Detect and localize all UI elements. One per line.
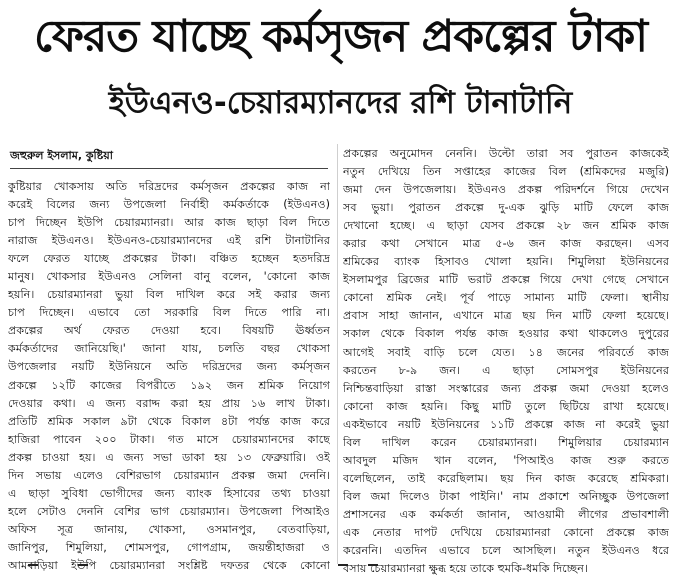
text-line: মানুষ। খোকসার ইউএনও সেলিনা বানু বলেন, 'কোনো কাজ xyxy=(8,270,330,284)
text-line: কোনো কাজ হয়নি। কিছু মাটি তুলে ছিটিয়ে রাখা হয়েছে। xyxy=(343,399,669,413)
text-line: চাপ দিচ্ছেন। এভাবে তো সরকারি বিল দিতে পারি না। xyxy=(8,306,330,320)
text-line: জমা দেন উপজেলায়। ইউএনও প্রকল্প পরিদর্শনে গিয়ে দেখেন xyxy=(343,183,669,197)
text-line: হলে সেটাও দেননি বেশির ভাগ চেয়ারম্যান। উপজেলা পিআইও xyxy=(8,504,330,518)
text-line: কুষ্টিয়ার খোকসায় অতি দরিদ্রদের কর্মসৃজন প্রকল্পের কাজ না xyxy=(8,180,330,193)
right-column xyxy=(343,145,669,578)
text-line: ফলে ফেরত যাচ্ছে প্রকল্পের টাকা। বঞ্চিত হচ্ছেন হতদরিদ্র xyxy=(8,252,330,266)
text-line: প্রকল্প চাওয়া হয়। এ জন্য সভা ডাকা হয় ১৩ ফেব্রুয়ারি। ওই xyxy=(8,450,330,464)
text-line: অফিস সূত্র জানায়, খোকসা, ওসমানপুর, বেতবাড়িয়া, xyxy=(8,522,330,536)
text-line: দিন সভায় এলেও বেশিরভাগ চেয়ারম্যান প্রকল্প জমা দেননি। xyxy=(8,468,330,482)
text-line: নারাজ ইউএনও। ইউএনও-চেয়ারম্যানদের এই রশি টানাটানির xyxy=(8,234,330,248)
text-line: করার কথা সেখানে মাত্র ৫-৬ জন কাজ করছেন। এসব xyxy=(343,237,669,251)
text-line: প্রশাসনের এক কর্মকর্তা জানান, আওয়ামী লীগের প্রভাবশালী xyxy=(343,507,669,521)
text-line: কর্মকর্তাদের জানিয়েছি।' জানা যায়, চলতি বছর খোকসা xyxy=(8,342,330,356)
text-line: করেননি। এতদিন এভাবে চলে আসছিল। নতুন ইউএনও ধরে xyxy=(343,544,669,558)
text-line: বিল দাখিল করেন চেয়ারম্যানরা। শিমুলিয়ার চেয়ারম্যান xyxy=(343,435,669,449)
text-line: বসায় চেয়ারম্যানরা ক্ষুব্ধ হয়ে তাকে হুমকি-ধমকি দিচ্ছেন। xyxy=(343,562,588,576)
text-line: প্রকল্পের অনুমোদন নেননি। উল্টো তারা সব পুরাতন কাজকেই xyxy=(343,147,669,160)
text-line: আবদুল মজিদ খান বলেন, 'পিআইও কাজ শুরু করতে xyxy=(343,453,669,467)
text-line: করেই বিলের জন্য উপজেলা নির্বাহী কর্মকর্তাকে (ইউএনও) xyxy=(8,198,330,212)
text-line: নতুন দেখিয়ে তিন সপ্তাহের কাজের বিল (শ্রমিকদের মজুরি) xyxy=(343,165,669,179)
headline: ফেরত যাচ্ছে কর্মসৃজন প্রকল্পের টাকা xyxy=(33,11,648,62)
text-line: একইভাবে নয়টি ইউনিয়নের ১১টি প্রকল্পে কাজ না করেই ভুয়া xyxy=(343,417,669,431)
text-line: চাপ দিচ্ছেন ইউপি চেয়ারম্যানরা। আর কাজ ছাড়া বিল দিতে xyxy=(8,216,330,230)
text-line: দেখানো হচ্ছে। এ ছাড়া যেসব প্রকল্পে ২৮ জন শ্রমিক কাজ xyxy=(343,219,669,233)
text-line: করতেন ৮-৯ জন। এ ছাড়া সোমসপুর ইউনিয়নের xyxy=(343,363,669,377)
text-line: এ ছাড়া সুবিধা ভোগীদের জন্য ব্যাংক হিসাবের তথ্য চাওয়া xyxy=(8,486,330,500)
text-line: হাজিরা পাবেন ২০০ টাকা। গত মাসে চেয়ারম্যানদের কাছে xyxy=(8,432,330,446)
byline-underline xyxy=(10,168,328,169)
text-line: নিশ্চিন্তবাড়িয়া রাস্তা সংস্কারের জন্য প্রকল্প জমা দেওয়া হলেও xyxy=(343,381,669,395)
text-line: সব ভুয়া। পুরাতন প্রকল্পে দু-এক ঝুড়ি মাটি ফেলে কাজ xyxy=(343,201,669,215)
text-line: উপজেলার নয়টি ইউনিয়নে অতি দরিদ্রদের জন্য কর্মসৃজন xyxy=(8,360,330,374)
text-line: প্রতিটি শ্রমিক সকাল ৯টা থেকে বিকাল ৪টা পর্যন্ত কাজ করে xyxy=(8,414,330,428)
text-line: কোনো শ্রমিক নেই। পূর্ব পাড়ে সামান্য মাটি ফেলা। স্থানীয় xyxy=(343,291,669,305)
text-line: শ্রমিকের ব্যাংক হিসাবও খোলা হয়নি। শিমুলিয়া ইউনিয়নের xyxy=(343,255,669,269)
text-line: আমবাড়িয়া ইউপি চেয়ারম্যানরা সংশ্লিষ্ট দফতর থেকে কোনো xyxy=(8,558,330,572)
column-divider xyxy=(337,144,338,564)
text-line: বলেছিলেন, তাই করেছিলাম। ছয় দিন কাজ করেছে শ্রমিকরা। xyxy=(343,471,669,485)
text-line: ইসলামপুর ব্রিজের মাটি ভরাট প্রকল্পে গিয়ে দেখা গেছে সেখানে xyxy=(343,273,669,287)
text-line: আগেই সবাই বাড়ি চলে যেত। ১৪ জনের পরিবর্তে কাজ xyxy=(343,345,669,359)
text-line: হয়নি। চেয়ারম্যানরা ভুয়া বিল দাখিল করে সই করার জন্য xyxy=(8,288,330,302)
text-line: এক নেতার দাপট দেখিয়ে চেয়ারম্যানরা কোনো প্রকল্পে কাজ xyxy=(343,525,669,539)
text-line: সকাল থেকে বিকাল পর্যন্ত কাজ হওয়ার কথা থাকলেও দুপুরের xyxy=(343,327,669,341)
text-line: প্রকল্পের অর্থ ফেরত দেওয়া হবে। বিষয়টি ঊর্ধ্বতন xyxy=(8,324,330,338)
subheadline: ইউএনও-চেয়ারম্যানদের রশি টানাটানি xyxy=(108,85,573,121)
byline: জহুরুল ইসলাম, কুষ্টিয়া xyxy=(10,149,113,162)
text-line: বিল জমা দিলেও টাকা পাইনি।' নাম প্রকাশে অনিচ্ছুক উপজেলা xyxy=(343,489,669,503)
text-line: জানিপুর, শিমুলিয়া, শোমসপুর, গোপগ্রাম, জয়ন্তীহাজরা ও xyxy=(8,540,330,554)
text-line: দেওয়ার কথা। এ জন্য বরাদ্দ করা হয় প্রায় ১৬ লাখ টাকা। xyxy=(8,396,330,410)
next-article-edge xyxy=(8,562,673,573)
left-column xyxy=(8,178,330,575)
text-line: প্রকল্পে ১২টি কাজের বিপরীতে ১৯২ জন শ্রমিক নিয়োগ xyxy=(8,378,330,392)
text-line: প্রবাস সাহা জানান, এখানে মাত্র ছয় দিন মাটি ফেলা হয়েছে। xyxy=(343,309,669,323)
